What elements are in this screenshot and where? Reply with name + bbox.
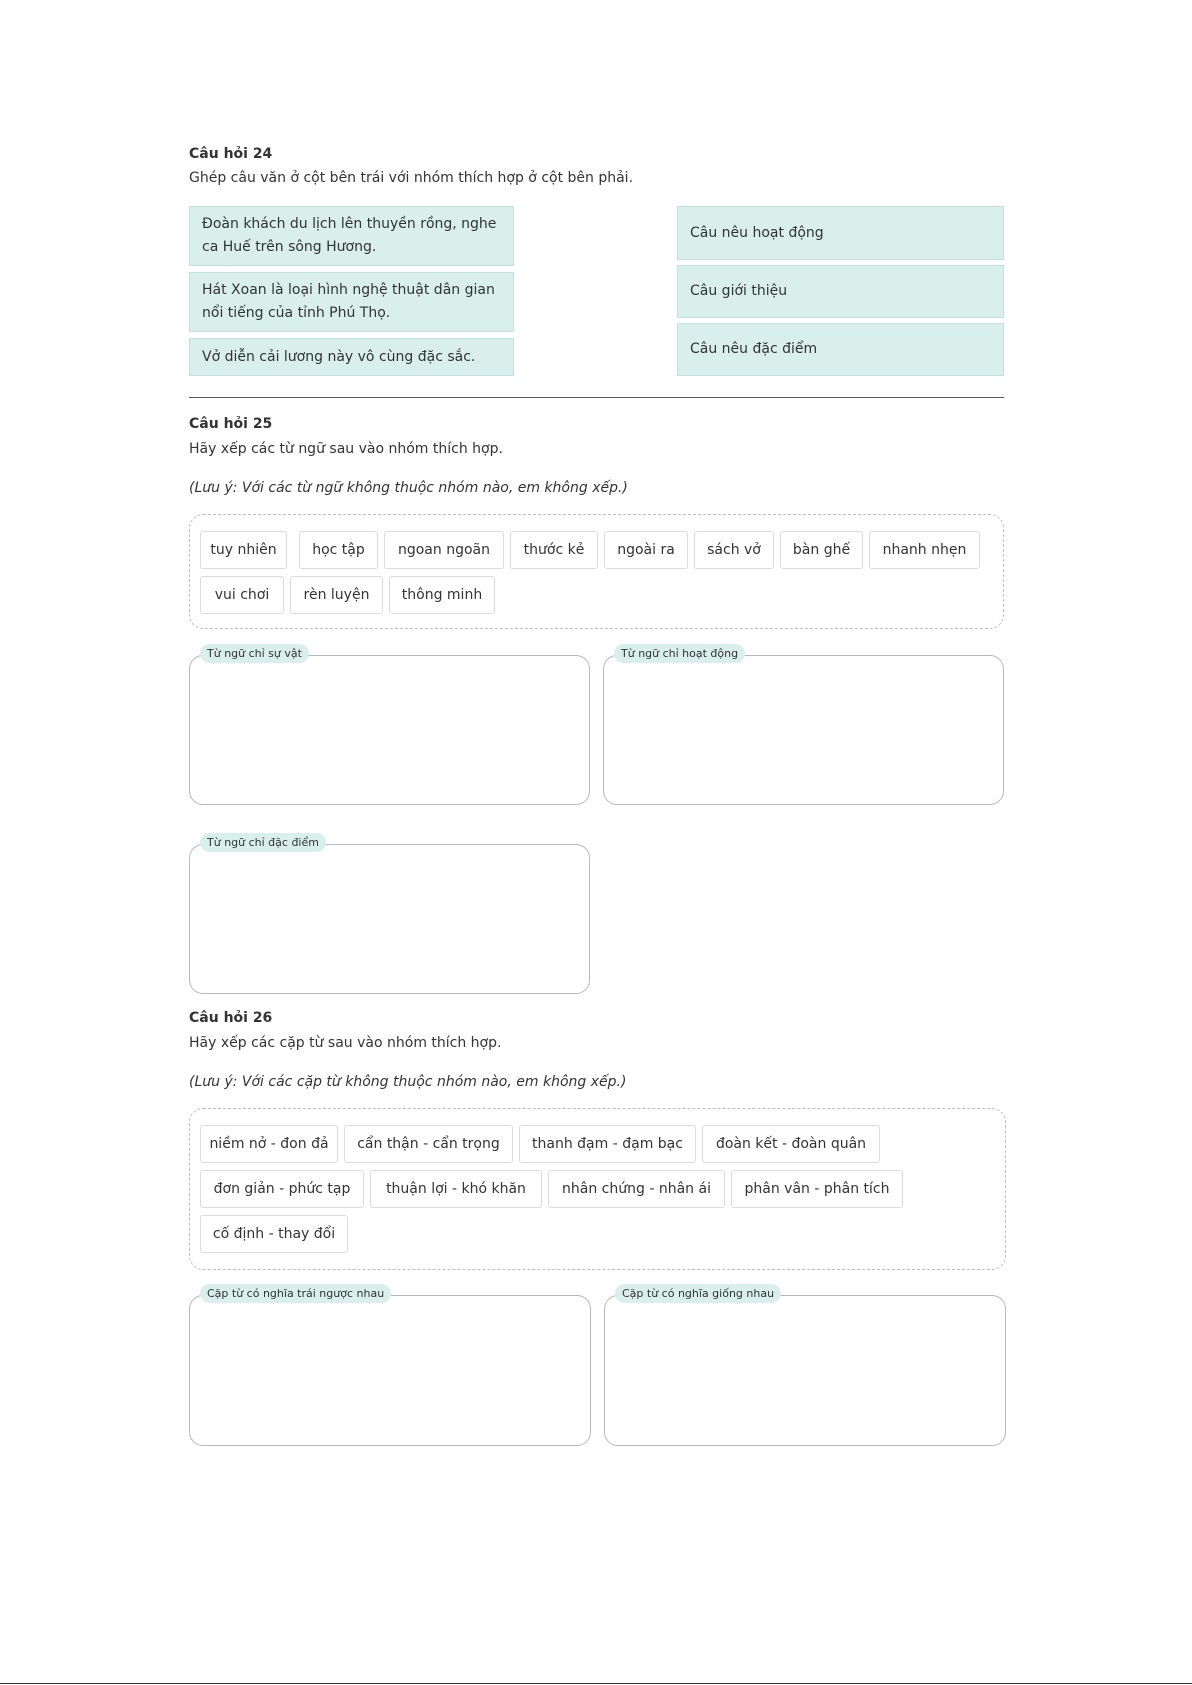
word-chip[interactable]: nhanh nhẹn [869,531,980,569]
q24-left-item-1[interactable]: Đoàn khách du lịch lên thuyền rồng, nghe ca Huế trên sông Hương. [189,206,514,266]
word-chip[interactable]: tuy nhiên [200,531,287,569]
q24-title: Câu hỏi 24 [189,146,273,162]
word-chip[interactable]: bàn ghế [780,531,863,569]
q24-left-item-2[interactable]: Hát Xoan là loại hình nghệ thuật dân gian nổi tiếng của tỉnh Phú Thọ. [189,272,514,332]
group-label: Cặp từ có nghĩa trái ngược nhau [200,1284,391,1303]
word-chip[interactable]: thông minh [389,576,495,614]
group-label: Từ ngữ chỉ hoạt động [614,644,745,663]
word-chip[interactable]: học tập [299,531,378,569]
word-chip[interactable]: thước kẻ [510,531,598,569]
q25-group-characteristics[interactable] [189,836,590,994]
q25-group-things[interactable] [189,647,590,805]
page-bottom-line [0,1683,1192,1684]
pair-chip[interactable]: cố định - thay đổi [200,1215,348,1253]
pair-chip[interactable]: đơn giản - phức tạp [200,1170,364,1208]
group-label: Cặp từ có nghĩa giống nhau [615,1284,781,1303]
q24-right-item-1[interactable]: Câu nêu hoạt động [677,206,1004,260]
word-chip[interactable]: ngoài ra [604,531,688,569]
q26-instruction: Hãy xếp các cặp từ sau vào nhóm thích hợp. [189,1035,502,1051]
pair-chip[interactable]: niềm nở - đon đả [200,1125,338,1163]
q26-title: Câu hỏi 26 [189,1010,273,1026]
section-divider [189,397,1004,398]
q25-group-activities[interactable] [603,647,1004,805]
q25-instruction: Hãy xếp các từ ngữ sau vào nhóm thích hợp. [189,441,503,457]
pair-chip[interactable]: thanh đạm - đạm bạc [519,1125,696,1163]
group-label: Từ ngữ chỉ sự vật [200,644,309,663]
group-label: Từ ngữ chỉ đặc điểm [200,833,326,852]
q24-right-item-3[interactable]: Câu nêu đặc điểm [677,323,1004,376]
q26-group-antonyms[interactable] [189,1287,591,1446]
q24-right-item-2[interactable]: Câu giới thiệu [677,265,1004,318]
q26-pair-bank [189,1108,1006,1270]
pair-chip[interactable]: phân vân - phân tích [731,1170,903,1208]
q25-title: Câu hỏi 25 [189,416,273,432]
word-chip[interactable]: ngoan ngoãn [384,531,504,569]
q24-instruction: Ghép câu văn ở cột bên trái với nhóm thích hợp ở cột bên phải. [189,170,634,186]
q25-note: (Lưu ý: Với các từ ngữ không thuộc nhóm nào, em không xếp.) [189,480,628,496]
q24-left-item-3[interactable]: Vở diễn cải lương này vô cùng đặc sắc. [189,338,514,376]
pair-chip[interactable]: thuận lợi - khó khăn [370,1170,542,1208]
word-chip[interactable]: sách vở [694,531,774,569]
pair-chip[interactable]: nhân chứng - nhân ái [548,1170,725,1208]
pair-chip[interactable]: đoàn kết - đoàn quân [702,1125,880,1163]
word-chip[interactable]: rèn luyện [290,576,383,614]
q26-group-synonyms[interactable] [604,1287,1006,1446]
pair-chip[interactable]: cẩn thận - cẩn trọng [344,1125,513,1163]
q26-note: (Lưu ý: Với các cặp từ không thuộc nhóm nào, em không xếp.) [189,1074,627,1090]
q25-word-bank [189,514,1004,629]
word-chip[interactable]: vui chơi [200,576,284,614]
